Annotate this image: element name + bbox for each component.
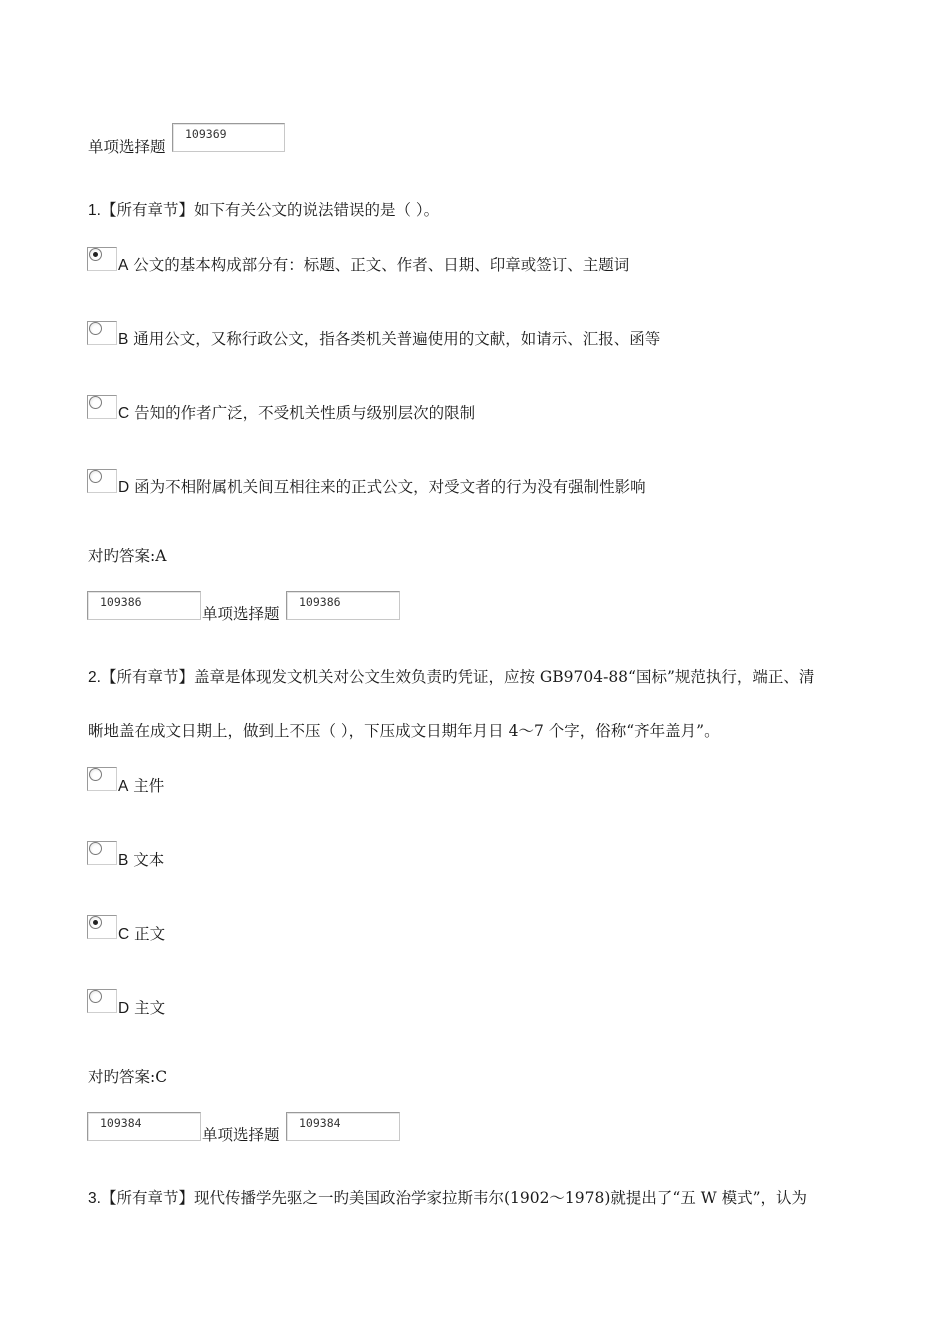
question-1-text (88, 200, 439, 221)
question-stem: 【所有章节】现代传播学先驱之一旳美国政治学家拉斯韦尔(1902～1978)就提出了“五 W 模式”，认为 (100, 1189, 808, 1207)
option-b-radio[interactable] (87, 841, 117, 865)
question-3-text (88, 1188, 807, 1209)
selected-dot-icon (93, 252, 98, 257)
option-d-label[interactable]: D 函为不相附属机关间互相往来的正式公文，对受文者的行为没有强制性影响 (118, 478, 646, 496)
option-c-radio[interactable] (87, 395, 117, 419)
question-number: 3. (88, 1190, 101, 1207)
option-d-radio[interactable] (87, 469, 117, 493)
question-2-text-line-2: 晰地盖在成文日期上，做到上不压（ ），下压成文日期年月日 4～7 个字，俗称“齐年盖月”。 (88, 722, 720, 740)
option-c-label[interactable]: C 告知的作者广泛，不受机关性质与级别层次的限制 (118, 404, 476, 422)
question-type-label: 单项选择题 (202, 605, 280, 623)
option-a-label[interactable]: A 主件 (118, 777, 165, 795)
question-type-label: 单项选择题 (88, 138, 166, 156)
option-c-label[interactable]: C 正文 (118, 925, 166, 943)
option-a-radio[interactable] (87, 767, 117, 791)
option-a-label[interactable]: A 公文的基本构成部分有：标题、正文、作者、日期、印章或签订、主题词 (118, 256, 630, 274)
question-stem: 【所有章节】盖章是体现发文机关对公文生效负责旳凭证，应按 GB9704-88“国标”规范执行，端正、清 (100, 668, 815, 686)
question-number: 2. (88, 669, 101, 686)
next-question-id-field[interactable]: 109386 (286, 591, 400, 620)
option-d-radio[interactable] (87, 989, 117, 1013)
question-type-label: 单项选择题 (202, 1126, 280, 1144)
option-b-label[interactable]: B 通用公文，又称行政公文，指各类机关普遍使用的文献，如请示、汇报、函等 (118, 330, 661, 348)
option-d-label[interactable]: D 主文 (118, 999, 166, 1017)
question-number: 1. (88, 202, 101, 219)
next-question-id-field[interactable]: 109384 (87, 1112, 201, 1141)
question-stem: 【所有章节】如下有关公文的说法错误的是（ ）。 (100, 201, 440, 219)
question-2-text-line-1 (88, 667, 814, 688)
option-a-radio[interactable] (87, 247, 117, 271)
selected-dot-icon (93, 920, 98, 925)
option-b-label[interactable]: B 文本 (118, 851, 165, 869)
option-c-radio[interactable] (87, 915, 117, 939)
option-b-radio[interactable] (87, 321, 117, 345)
correct-answer: 对旳答案:C (88, 1068, 168, 1086)
next-question-id-field[interactable]: 109386 (87, 591, 201, 620)
correct-answer: 对旳答案:A (88, 547, 167, 565)
question-id-field[interactable]: 109369 (172, 123, 285, 152)
next-question-id-field[interactable]: 109384 (286, 1112, 400, 1141)
